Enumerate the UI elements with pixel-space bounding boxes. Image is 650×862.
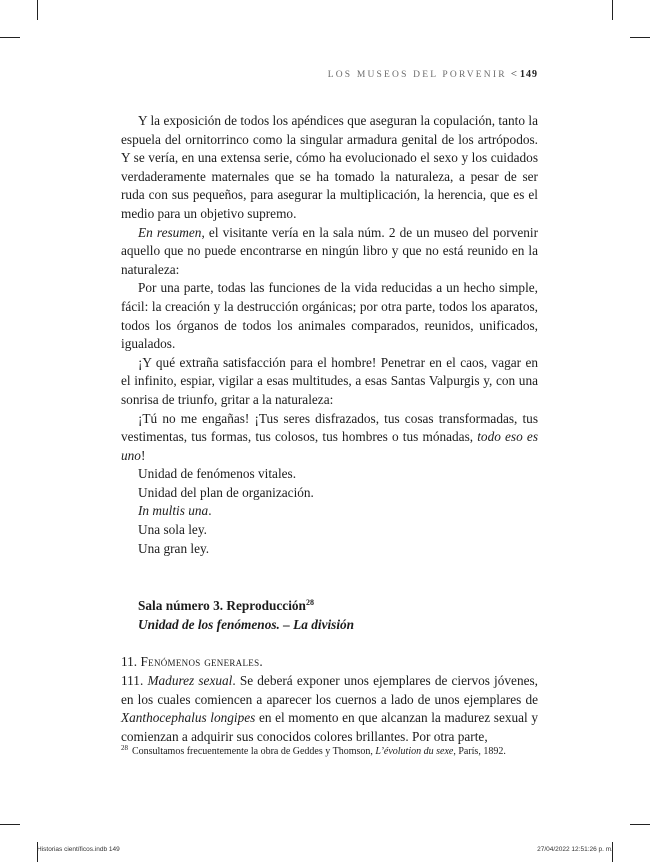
- crop-mark: [0, 824, 20, 825]
- short-line: Una sola ley.: [138, 522, 207, 538]
- section-subheading: Unidad de los fenómenos. – La división: [138, 616, 355, 632]
- crop-mark: [612, 0, 613, 20]
- short-line: Unidad de fenómenos vitales.: [138, 466, 297, 482]
- footnote-ref: 28: [305, 598, 314, 608]
- crop-mark: [0, 37, 20, 38]
- footnote-number: 28: [121, 744, 128, 752]
- paragraph: En resumen, el visitante vería en la sala núm. 2 de un museo del porvenir aquello que no puede encontrarse en ningún libro y que no está reunido en la naturaleza:: [121, 224, 539, 277]
- running-head-title: LOS MUSEOS DEL PORVENIR: [327, 70, 507, 80]
- paragraph: ¡Tú no me engañas! ¡Tus seres disfrazados, tus cosas transformadas, tus vestimentas, tus formas, tus colosos, tus hombres o tus mónadas, todo eso es uno!: [121, 410, 538, 463]
- print-slug-right: 27/04/2022 12:51:26 p. m.: [537, 846, 613, 853]
- page-number: 149: [520, 69, 538, 80]
- item-paragraph: 111. Madurez sexual. Se deberá exponer unos ejemplares de ciervos jóvenes, en los cuales comiencen a aparecer los cuernos a lado de unos ejemplares de Xanthocephalus longipes en el momento en que alcanzan la madurez sexual y comienzan a adquirir sus conocidos colores brillantes. Por otra parte,: [121, 673, 539, 744]
- print-slug-left: Historias científicos.indb 149: [37, 846, 120, 853]
- paragraph: ¡Y qué extraña satisfacción para el hombre! Penetrar en el caos, vagar en el infinito, espiar, vigilar a esas multitudes, a esas Santas Valpurgis y, con una sonrisa de triunfo, gritar a la naturaleza:: [121, 354, 538, 407]
- paragraph: Y la exposición de todos los apéndices que aseguran la copulación, tanto la espuela del ornitorrinco como la singular armadura genital de los artrópodos. Y se vería, en una extensa serie, cómo ha evolucionado el sexo y los cuidados verdaderamente maternales que se ha tomado la naturaleza, a pesar de ser ruda con sus pequeños, para asegurar la multiplicación, la herencia, que es el medio para un objetivo supremo.: [121, 113, 538, 221]
- running-head: [328, 68, 538, 80]
- crop-mark: [630, 37, 650, 38]
- short-line: Unidad del plan de organización.: [138, 484, 314, 500]
- short-line: In multis una.: [138, 503, 212, 519]
- footnote: $^{28}$ Consultamos frecuentemente la obra de Geddes y Thomson, L’évolution du sexe, París, 1892.: [121, 744, 506, 757]
- short-line: Una gran ley.: [138, 540, 210, 556]
- section-heading: Sala número 3. Reproducción$^{28}$: [138, 598, 314, 614]
- paragraph: Por una parte, todas las funciones de la vida reducidas a un hecho simple, fácil: la creación y la destrucción orgánicas; por otra parte, todos los aparatos, todos los órganos de todos los animales comparados, reunidos, unificados, igualados.: [121, 280, 538, 352]
- body-text: [121, 112, 538, 746]
- crop-mark: [37, 0, 38, 20]
- item-heading: 11. Fenómenos generales.: [121, 654, 264, 670]
- running-head-separator: <: [510, 68, 517, 80]
- crop-mark: [630, 824, 650, 825]
